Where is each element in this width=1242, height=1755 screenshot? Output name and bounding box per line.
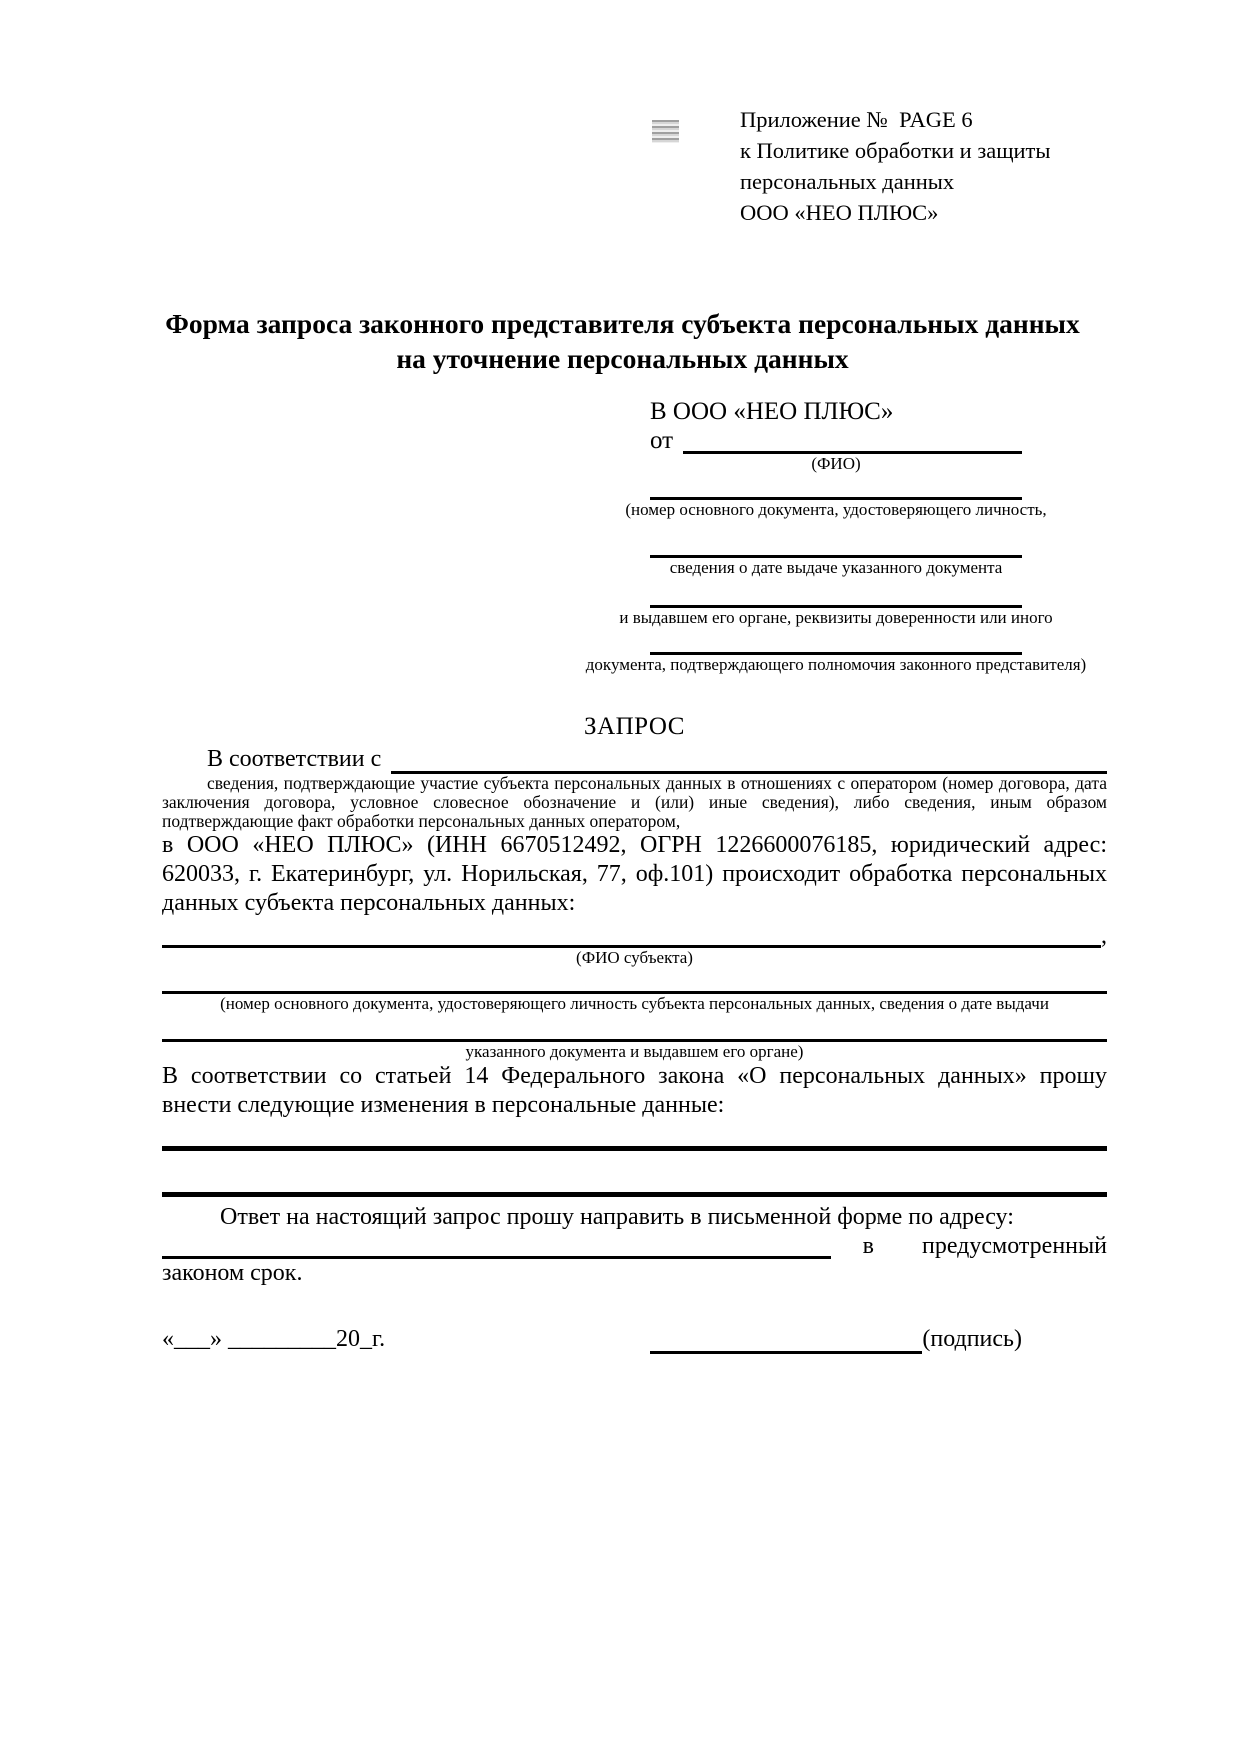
subject-doc-caption-2: указанного документа и выдавшем его органе): [465, 1042, 804, 1061]
operator-paragraph: в ООО «НЕО ПЛЮС» (ИНН 6670512492, ОГРН 1226600076185, юридический адрес: 620033, г. Екатеринбург, ул. Норильская, 77, оф.101) происходит обработка персональных данных субъекта персональных данных:: [162, 832, 1107, 916]
header-line-policy: к Политике обработки и защиты: [740, 138, 1051, 163]
doc-caption-wrap-3: [619, 608, 1053, 628]
fio-caption-wrap: [650, 454, 1022, 474]
subject-doc-input-line-2[interactable]: [162, 1014, 1107, 1042]
doc-caption-wrap-4: [585, 655, 1087, 675]
law-paragraph: В соответствии со статьей 14 Федерального закона «О персональных данных» прошу внести следующие изменения в персональные данные:: [162, 1063, 1107, 1118]
subject-line-suffix: ,: [1101, 923, 1107, 949]
intro-row: [162, 742, 1107, 774]
representative-doc-input-line-4[interactable]: [650, 628, 1022, 655]
date-field[interactable]: «___» _________20_г.: [162, 1326, 386, 1352]
from-row: [650, 428, 1022, 454]
intro-footnote: сведения, подтверждающие участие субъекта персональных данных в отношениях с оператором (номер договора, дата заключения договора, условное словесное обозначение и (или) иные сведения), либо сведения, иным образом подтверждающие факт обработки персональных данных оператором,: [162, 773, 1107, 831]
address-row: [162, 1232, 1107, 1259]
subject-doc-caption-1: (номер основного документа, удостоверяющего личность субъекта персональных данных, сведения о дате выдачи: [220, 994, 1049, 1013]
addressee-to: В ООО «НЕО ПЛЮС»: [650, 398, 894, 425]
header-line-personal-data: персональных данных: [740, 169, 955, 194]
signature-input-line[interactable]: [650, 1349, 922, 1354]
representative-doc-input-line-3[interactable]: [650, 578, 1022, 608]
subject-fio-row: [162, 918, 1107, 948]
header-line-company: ООО «НЕО ПЛЮС»: [740, 200, 939, 225]
field-code-artifact-icon: [652, 120, 679, 143]
fio-caption: (ФИО): [811, 454, 861, 473]
answer-word-2: предусмотренный: [921, 1233, 1107, 1259]
header-appendix-block: [740, 104, 1160, 228]
subject-fio-caption: (ФИО субъекта): [576, 948, 693, 967]
doc-caption-4: документа, подтверждающего полномочия законного представителя): [585, 655, 1087, 674]
subject-doc-input-line-1[interactable]: [162, 968, 1107, 994]
answer-word-1: в: [862, 1233, 874, 1259]
from-label: от: [650, 427, 674, 454]
addressee-block: [585, 396, 1087, 675]
doc-caption-1: (номер основного документа, удостоверяющего личность,: [625, 500, 1047, 519]
doc-caption-wrap-1: [625, 500, 1047, 520]
signature-row: [162, 1324, 1107, 1354]
signature-caption: (подпись): [922, 1326, 1022, 1352]
answer-paragraph: Ответ на настоящий запрос прошу направить в письменной форме по адресу:: [220, 1204, 1014, 1230]
doc-caption-2: сведения о дате выдаче указанного документа: [669, 558, 1003, 577]
title-line-2: на уточнение персональных данных: [396, 343, 849, 374]
changes-input-line-2[interactable]: [162, 1192, 1107, 1197]
changes-input-line-1[interactable]: [162, 1146, 1107, 1151]
doc-caption-wrap-2: [650, 558, 1022, 578]
document-title: [130, 306, 1115, 376]
header-line-appendix: Приложение № PAGE 6: [740, 107, 973, 132]
answer-closing: законом срок.: [162, 1260, 303, 1286]
doc-caption-3: и выдавшем его органе, реквизиты доверенности или иного: [619, 608, 1053, 627]
intro-label: В соответствии с: [207, 746, 382, 772]
title-line-1: Форма запроса законного представителя субъекта персональных данных: [165, 308, 1080, 339]
representative-doc-input-line-1[interactable]: [650, 474, 1022, 500]
request-body: [162, 712, 1107, 1354]
request-heading: ЗАПРОС: [584, 713, 685, 740]
representative-doc-input-line-2[interactable]: [650, 520, 1022, 558]
